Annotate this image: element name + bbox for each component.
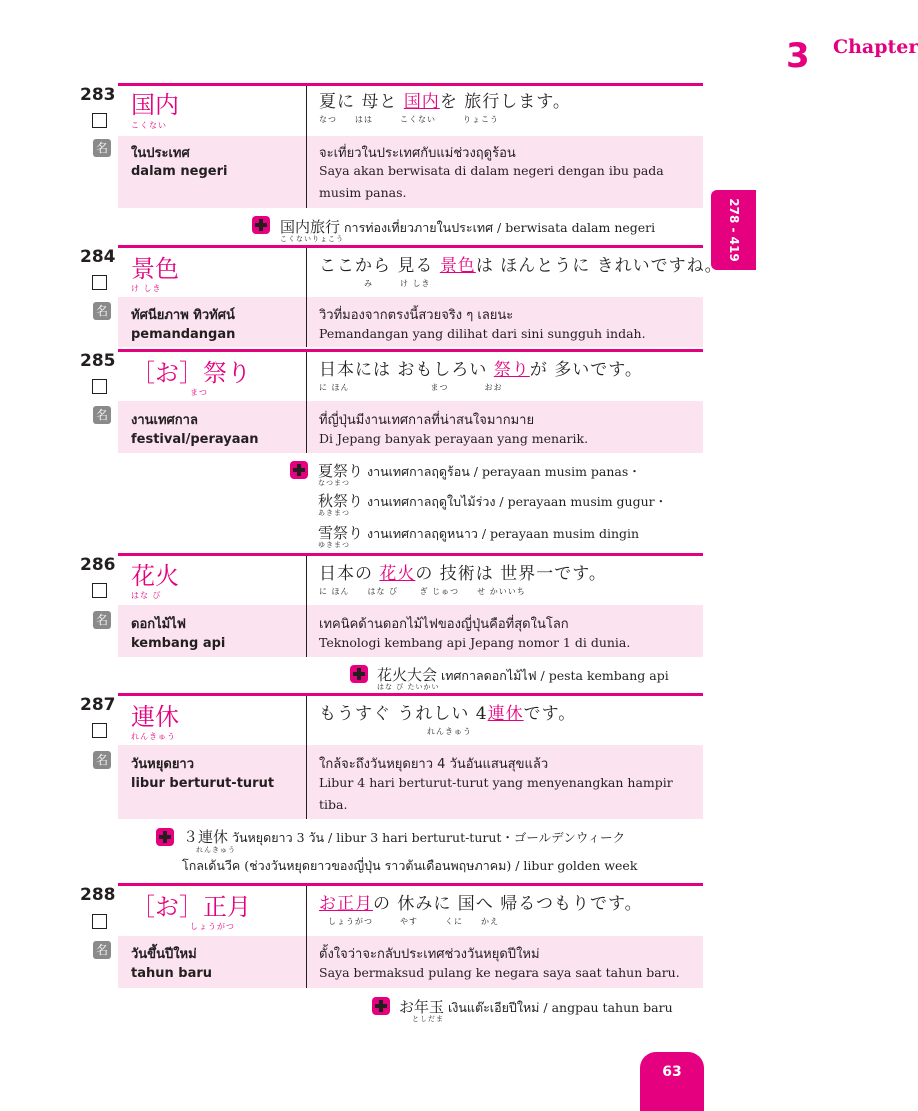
entry-divider [118, 83, 703, 86]
thai-meaning: งานเทศกาล [131, 413, 198, 428]
example-sentence-jp: お正月の 休みに 国へ 帰るつもりです。 [319, 894, 643, 914]
vocab-word: ［お］正月 [131, 893, 251, 921]
vocab-word: ［お］祭り [131, 359, 251, 387]
vocab-reading: け しき [131, 284, 162, 293]
entry-number: 283 [80, 85, 116, 105]
example-sentence-indonesian: Di Jepang banyak perayaan yang menarik. [319, 431, 589, 446]
example-sentence-indonesian: Pemandangan yang dilihat dari sini sungguh indah. [319, 326, 646, 341]
page-number-tab [640, 1052, 704, 1111]
highlighted-word: 景色 [439, 256, 476, 276]
thai-meaning: ในประเทศ [131, 146, 190, 161]
part-of-speech-badge: 名 [93, 139, 111, 157]
thai-meaning: ทัศนียภาพ ทิวทัศน์ [131, 308, 235, 323]
indonesian-meaning: tahun baru [131, 966, 213, 981]
highlighted-word: 祭り [493, 360, 530, 380]
example-sentence-jp: 日本には おもしろい 祭りが 多いです。 [319, 360, 643, 380]
vocab-reading: はな び [131, 591, 162, 600]
indonesian-meaning: dalam negeri [131, 164, 228, 179]
related-note: โกลเด้นวีค (ช่วงวันหยุดยาวของญี่ปุ่น ราวต้นเดือนพฤษภาคม) / libur golden week [182, 858, 638, 873]
plus-icon [156, 828, 174, 846]
vocab-entry [0, 553, 756, 691]
example-sentence-jp: ここから 見る 景色は ほんとうに きれいですね。 [319, 256, 723, 276]
highlighted-word: 花火 [379, 564, 416, 584]
example-sentence-thai: เทคนิคด้านดอกไม้ไฟของญี่ปุ่นคือที่สุดในโลก [319, 617, 569, 632]
part-of-speech-badge: 名 [93, 302, 111, 320]
study-checkbox[interactable] [92, 275, 107, 290]
vocab-word: 国内 [131, 91, 179, 119]
section-range-label: 278 - 419 [726, 198, 741, 262]
vocab-entry [0, 83, 756, 243]
part-of-speech-badge: 名 [93, 941, 111, 959]
note-ruby: れんきゅう [196, 846, 236, 854]
entry-divider [118, 553, 703, 556]
example-ruby: なつ はは こくない りょこう [319, 115, 499, 124]
entry-divider [118, 349, 703, 352]
related-note: 夏祭り งานเทศกาลฤดูร้อน / perayaan musim panas・ [318, 462, 641, 480]
vocab-word: 景色 [131, 255, 179, 283]
example-sentence-indonesian: Teknologi kembang api Jepang nomor 1 di dunia. [319, 635, 631, 650]
example-sentence-indonesian: Libur 4 hari berturut-turut yang menyenangkan hampir tiba. [319, 775, 673, 812]
entry-number: 288 [80, 885, 116, 905]
note-ruby: なつまつ [318, 479, 350, 487]
thai-meaning: วันหยุดยาว [131, 757, 195, 772]
example-ruby: れんきゅう [319, 727, 472, 736]
example-sentence-indonesian: Saya akan berwisata di dalam negeri dengan ibu pada musim panas. [319, 163, 664, 200]
vocab-reading: しょうがつ [190, 922, 235, 931]
note-ruby: あきまつ [318, 509, 350, 517]
related-note: 花火大会 เทศกาลดอกไม้ไฟ / pesta kembang api [377, 666, 669, 684]
vocab-reading: まつ [190, 388, 208, 397]
plus-icon [252, 216, 270, 234]
part-of-speech-badge: 名 [93, 611, 111, 629]
indonesian-meaning: pemandangan [131, 327, 236, 342]
note-ruby: こくないりょこう [280, 235, 344, 243]
related-note: 秋祭り งานเทศกาลฤดูใบไม้ร่วง / perayaan musim gugur・ [318, 492, 668, 510]
column-divider [306, 886, 307, 988]
example-ruby: しょうがつ やす くに かえ [319, 917, 499, 926]
indonesian-meaning: libur berturut-turut [131, 776, 275, 791]
example-ruby: に ほん はな び ぎ じゅつ せ かいいち [319, 587, 526, 596]
vocab-entry [0, 245, 756, 349]
entry-number: 286 [80, 555, 116, 575]
thai-meaning: วันขึ้นปีใหม่ [131, 947, 197, 962]
part-of-speech-badge: 名 [93, 751, 111, 769]
note-ruby: ゆきまつ [318, 541, 350, 549]
column-divider [306, 696, 307, 819]
study-checkbox[interactable] [92, 379, 107, 394]
example-sentence-thai: ใกล้จะถึงวันหยุดยาว 4 วันอันแสนสุขแล้ว [319, 757, 549, 772]
column-divider [306, 248, 307, 347]
related-note: お年玉 เงินแต๊ะเอียปีใหม่ / angpau tahun baru [399, 998, 673, 1016]
entry-divider [118, 693, 703, 696]
entry-number: 287 [80, 695, 116, 715]
example-sentence-thai: ตั้งใจว่าจะกลับประเทศช่วงวันหยุดปีใหม่ [319, 947, 540, 962]
vocab-entry [0, 693, 756, 883]
highlighted-word: 連休 [487, 704, 524, 724]
related-note: 雪祭り งานเทศกาลฤดูหนาว / perayaan musim dingin [318, 524, 640, 542]
indonesian-meaning: kembang api [131, 636, 226, 651]
highlighted-word: 国内 [403, 92, 440, 112]
vocab-word: 連休 [131, 703, 179, 731]
example-sentence-jp: もうすぐ うれしい 4連休です。 [319, 704, 577, 724]
example-sentence-indonesian: Saya bermaksud pulang ke negara saya saat tahun baru. [319, 965, 680, 980]
column-divider [306, 86, 307, 208]
highlighted-word: お正月 [319, 894, 373, 914]
note-ruby: としだま [412, 1015, 444, 1023]
column-divider [306, 352, 307, 453]
vocab-word: 花火 [131, 562, 179, 590]
example-sentence-thai: วิวที่มองจากตรงนี้สวยจริง ๆ เลยนะ [319, 308, 514, 323]
vocab-reading: れんきゅう [131, 732, 176, 741]
example-sentence-thai: ที่ญี่ปุ่นมีงานเทศกาลที่น่าสนใจมากมาย [319, 413, 535, 428]
entry-divider [118, 883, 703, 886]
plus-icon [372, 997, 390, 1015]
study-checkbox[interactable] [92, 723, 107, 738]
example-ruby: に ほん まつ おお [319, 383, 503, 392]
study-checkbox[interactable] [92, 583, 107, 598]
example-ruby: み け しき [319, 279, 431, 288]
study-checkbox[interactable] [92, 914, 107, 929]
page-number: 63 [662, 1064, 682, 1080]
example-sentence-jp: 日本の 花火の 技術は 世界一です。 [319, 564, 607, 584]
vocab-reading: こくない [131, 121, 167, 130]
plus-icon [290, 461, 308, 479]
vocab-entry [0, 883, 756, 1023]
entry-number: 284 [80, 247, 116, 267]
related-note: 国内旅行 การท่องเที่ยวภายในประเทศ / berwisata dalam negeri [280, 218, 656, 236]
chapter-number: 3 [786, 36, 810, 76]
entry-divider [118, 245, 703, 248]
vocab-entry [0, 349, 756, 551]
part-of-speech-badge: 名 [93, 406, 111, 424]
entry-number: 285 [80, 351, 116, 371]
thai-meaning: ดอกไม้ไฟ [131, 617, 186, 632]
example-sentence-thai: จะเที่ยวในประเทศกับแม่ช่วงฤดูร้อน [319, 146, 516, 161]
indonesian-meaning: festival/perayaan [131, 432, 259, 447]
study-checkbox[interactable] [92, 113, 107, 128]
related-note: ３連休 วันหยุดยาว 3 วัน / libur 3 hari berturut-turut・ゴールデンウィーク [183, 828, 626, 846]
plus-icon [350, 665, 368, 683]
note-ruby: はな び たいかい [377, 683, 440, 691]
chapter-label: Chapter [833, 36, 918, 58]
example-sentence-jp: 夏に 母と 国内を 旅行します。 [319, 92, 571, 112]
column-divider [306, 556, 307, 657]
